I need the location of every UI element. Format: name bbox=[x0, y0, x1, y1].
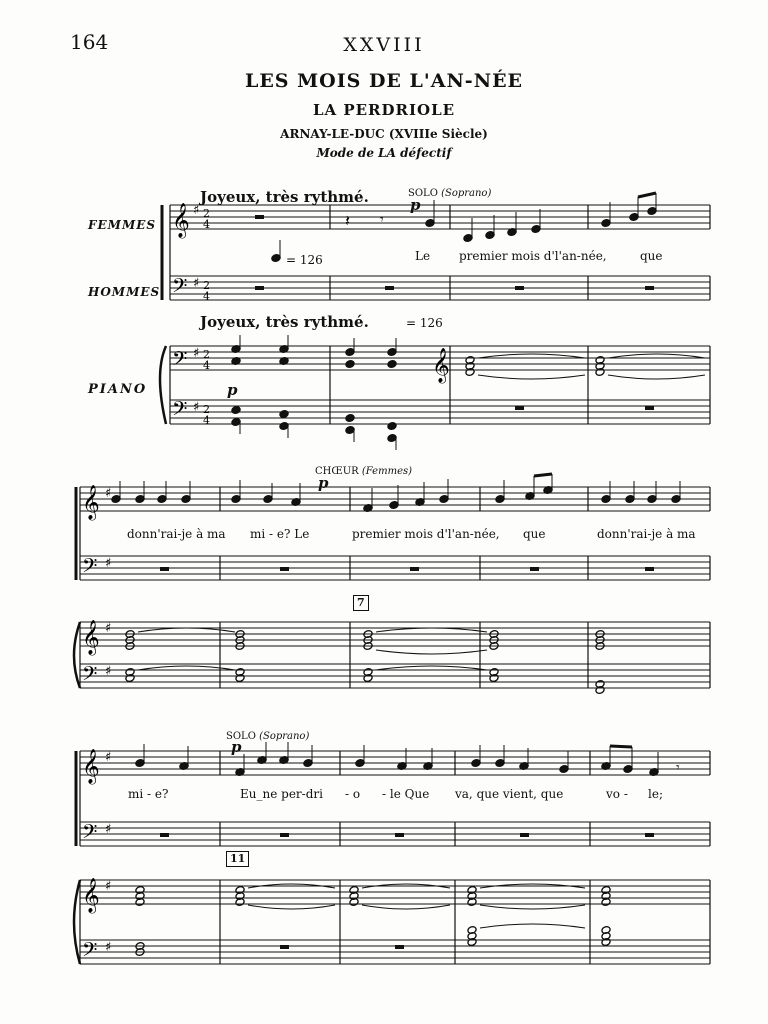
beam bbox=[534, 474, 552, 476]
whole-rest bbox=[530, 567, 539, 571]
treble-clef: 𝄞 bbox=[172, 203, 190, 238]
key-signature-sharp: ♯ bbox=[193, 346, 200, 361]
tie bbox=[608, 375, 705, 379]
lyric-s3-2: Eu_ne per-dri bbox=[240, 787, 323, 801]
time-sig-top: 2 bbox=[203, 279, 210, 292]
whole-rest bbox=[160, 833, 169, 837]
bass-clef: 𝄢 bbox=[82, 820, 98, 848]
metronome-voices: = 126 bbox=[286, 253, 323, 267]
beam bbox=[610, 746, 632, 747]
dynamic-p-2: p bbox=[318, 474, 329, 492]
notehead bbox=[231, 406, 241, 415]
lyric-s1-2: premier mois d'l'an-née, bbox=[459, 249, 607, 263]
tie bbox=[478, 354, 585, 358]
lyric-s2-2: mi - e? Le bbox=[250, 527, 310, 541]
beam bbox=[638, 193, 656, 197]
part-label-femmes: FEMMES bbox=[88, 218, 157, 232]
key-signature-sharp: ♯ bbox=[105, 664, 112, 679]
tie bbox=[248, 905, 335, 909]
lyric-s3-6: vo - bbox=[606, 787, 628, 801]
treble-clef: 𝄞 bbox=[82, 878, 100, 913]
rehearsal-mark-7: 7 bbox=[353, 595, 369, 611]
key-signature-sharp: ♯ bbox=[105, 879, 112, 894]
key-signature-sharp: ♯ bbox=[193, 276, 200, 291]
notehead bbox=[345, 414, 355, 423]
whole-rest bbox=[520, 833, 529, 837]
time-sig-bottom: 4 bbox=[203, 414, 210, 427]
key-signature-sharp: ♯ bbox=[105, 940, 112, 955]
tie bbox=[376, 628, 487, 632]
solo-marking-1: SOLO (Soprano) bbox=[408, 188, 492, 199]
metronome-piano: = 126 bbox=[406, 316, 443, 330]
lyric-s1-3: que bbox=[640, 249, 663, 263]
bass-clef: 𝄢 bbox=[172, 347, 188, 375]
whole-rest bbox=[395, 833, 404, 837]
piano-brace bbox=[160, 346, 166, 424]
whole-rest bbox=[255, 286, 264, 290]
whole-rest bbox=[280, 945, 289, 949]
part-label-piano: PIANO bbox=[88, 382, 148, 397]
song-number: XXVIII bbox=[343, 34, 425, 56]
whole-rest bbox=[255, 215, 264, 219]
dynamic-p-1: p bbox=[410, 196, 421, 214]
whole-rest bbox=[160, 567, 169, 571]
eighth-rest: 𝄾 bbox=[380, 212, 384, 228]
time-sig-top: 2 bbox=[203, 403, 210, 416]
song-subtitle: LA PERDRIOLE bbox=[312, 101, 456, 119]
whole-rest bbox=[515, 286, 524, 290]
lyric-s3-3: - o bbox=[345, 787, 361, 801]
treble-clef-change: 𝄞 bbox=[432, 348, 450, 383]
lyric-s2-1: donn'rai-je à ma bbox=[127, 527, 226, 541]
song-mode: Mode de LA défectif bbox=[316, 146, 452, 160]
key-signature-sharp: ♯ bbox=[105, 621, 112, 636]
choeur-marking: CHŒUR (Femmes) bbox=[315, 466, 413, 477]
notehead bbox=[345, 360, 355, 369]
solo-marking-2: SOLO (Soprano) bbox=[226, 731, 310, 742]
key-signature-sharp: ♯ bbox=[105, 486, 112, 501]
time-sig-top: 2 bbox=[203, 348, 210, 361]
whole-rest bbox=[515, 406, 524, 410]
bass-clef: 𝄢 bbox=[172, 397, 188, 425]
bass-clef: 𝄢 bbox=[82, 938, 98, 966]
tie bbox=[480, 905, 585, 909]
whole-rest bbox=[645, 833, 654, 837]
page-number: 164 bbox=[70, 30, 109, 54]
whole-rest bbox=[645, 406, 654, 410]
dynamic-p-piano: p bbox=[227, 381, 238, 399]
tie bbox=[608, 354, 705, 358]
bass-clef: 𝄢 bbox=[172, 274, 188, 302]
time-sig-top: 2 bbox=[203, 207, 210, 220]
lyric-s3-5: va, que vient, que bbox=[455, 787, 564, 801]
time-sig-bottom: 4 bbox=[203, 359, 210, 372]
time-sig-bottom: 4 bbox=[203, 290, 210, 303]
whole-rest bbox=[410, 567, 419, 571]
lyric-s2-4: que bbox=[523, 527, 546, 541]
whole-rest bbox=[645, 286, 654, 290]
whole-rest bbox=[280, 833, 289, 837]
key-signature-sharp: ♯ bbox=[105, 750, 112, 765]
treble-clef: 𝄞 bbox=[82, 749, 100, 784]
whole-rest bbox=[395, 945, 404, 949]
eighth-rest: 𝄾 bbox=[676, 760, 680, 776]
treble-clef: 𝄞 bbox=[82, 485, 100, 520]
dynamic-p-3: p bbox=[231, 738, 242, 756]
part-label-hommes: HOMMES bbox=[88, 285, 161, 299]
bass-clef: 𝄢 bbox=[82, 554, 98, 582]
treble-clef: 𝄞 bbox=[82, 620, 100, 655]
rehearsal-mark-11: 11 bbox=[226, 851, 249, 867]
lyric-s1-1: Le bbox=[415, 249, 431, 263]
tie bbox=[376, 666, 487, 670]
song-title: LES MOIS DE L'AN-NÉE bbox=[244, 70, 524, 92]
lyric-s3-4: - le Que bbox=[382, 787, 430, 801]
key-signature-sharp: ♯ bbox=[105, 822, 112, 837]
lyric-s3-7: le; bbox=[648, 787, 663, 801]
tie bbox=[362, 905, 450, 909]
piano-brace bbox=[74, 622, 80, 688]
tempo-piano: Joyeux, très rythmé. bbox=[200, 313, 369, 331]
tie bbox=[480, 924, 585, 928]
time-sig-bottom: 4 bbox=[203, 218, 210, 231]
key-signature-sharp: ♯ bbox=[105, 556, 112, 571]
tempo-voices: Joyeux, très rythmé. bbox=[200, 188, 369, 206]
tie bbox=[478, 375, 585, 379]
key-signature-sharp: ♯ bbox=[193, 203, 200, 218]
whole-rest bbox=[280, 567, 289, 571]
piano-brace bbox=[74, 880, 80, 964]
whole-rest bbox=[645, 567, 654, 571]
tie bbox=[376, 650, 487, 654]
notehead bbox=[387, 422, 397, 431]
quarter-rest: 𝄽 bbox=[345, 211, 350, 230]
notehead bbox=[387, 360, 397, 369]
whole-rest bbox=[385, 286, 394, 290]
lyric-s2-5: donn'rai-je à ma bbox=[597, 527, 696, 541]
bass-clef: 𝄢 bbox=[82, 662, 98, 690]
song-origin: ARNAY-LE-DUC (XVIIIe Siècle) bbox=[280, 127, 488, 141]
notehead bbox=[279, 410, 289, 419]
lyric-s2-3: premier mois d'l'an-née, bbox=[352, 527, 500, 541]
lyric-s3-1: mi - e? bbox=[128, 787, 169, 801]
key-signature-sharp: ♯ bbox=[193, 400, 200, 415]
